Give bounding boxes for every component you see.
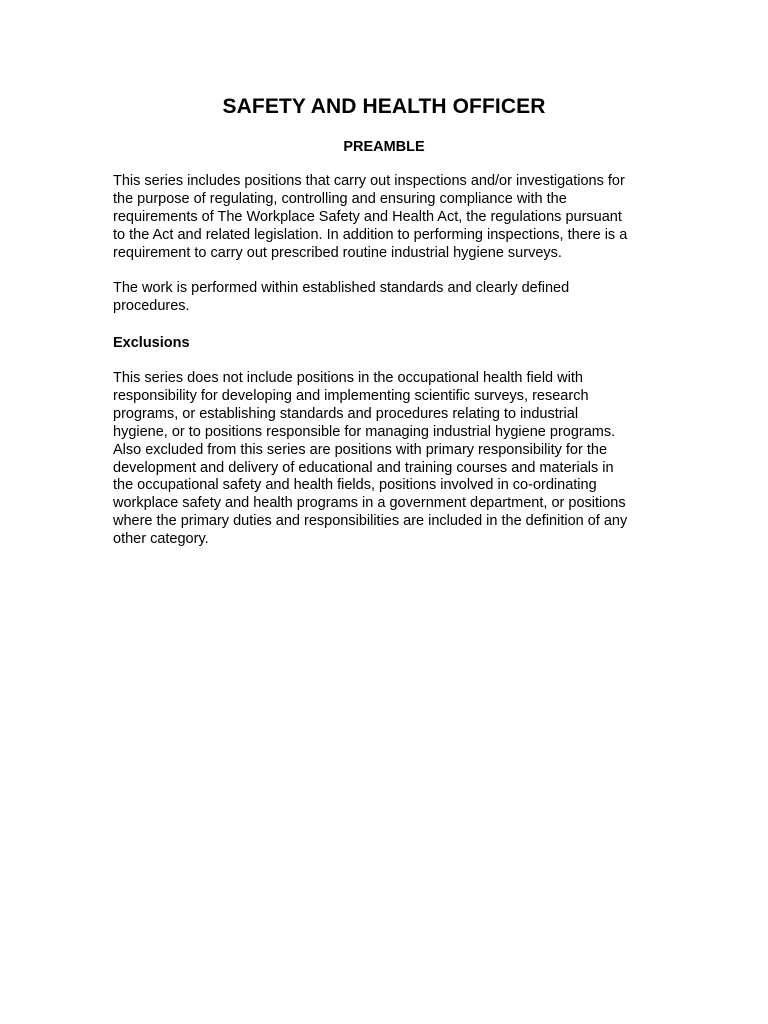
paragraph-line: The work is performed within established standards and clearly defined [113, 280, 570, 296]
paragraph-line: requirement to carry out prescribed routine industrial hygiene surveys. [113, 244, 562, 261]
paragraph-line: to the Act and related legislation. In addition to performing inspections, there is a [113, 226, 628, 243]
paragraph-line: the purpose of regulating, controlling and ensuring compliance with the [113, 190, 567, 207]
paragraph-line: other category. [113, 531, 209, 548]
exclusions-paragraph [113, 370, 658, 549]
paragraph-line: This series includes positions that carry out inspections and/or investigations for [113, 173, 625, 189]
paragraph-line: where the primary duties and responsibilities are included in the definition of any [113, 513, 628, 530]
paragraph-line: workplace safety and health programs in a government department, or positions [113, 495, 626, 512]
paragraph-line: requirements of The Workplace Safety and Health Act, the regulations pursuant [113, 208, 622, 225]
preamble-paragraph [113, 173, 658, 263]
paragraph-line: programs, or establishing standards and procedures relating to industrial [113, 405, 579, 422]
paragraph-line: procedures. [113, 297, 190, 314]
exclusions-heading: Exclusions [113, 335, 190, 351]
document-title: SAFETY AND HEALTH OFFICER [222, 95, 546, 118]
work-standards-paragraph [113, 280, 658, 316]
preamble-heading: PREAMBLE [343, 139, 425, 155]
paragraph-line: Also excluded from this series are positions with primary responsibility for the [113, 441, 608, 458]
paragraph-line: responsibility for developing and implementing scientific surveys, research [113, 387, 589, 404]
paragraph-line: hygiene, or to positions responsible for managing industrial hygiene programs. [113, 423, 616, 440]
paragraph-line: This series does not include positions in the occupational health field with [113, 370, 583, 386]
paragraph-line: development and delivery of educational and training courses and materials in [113, 459, 614, 476]
paragraph-line: the occupational safety and health fields, positions involved in co-ordinating [113, 477, 597, 494]
